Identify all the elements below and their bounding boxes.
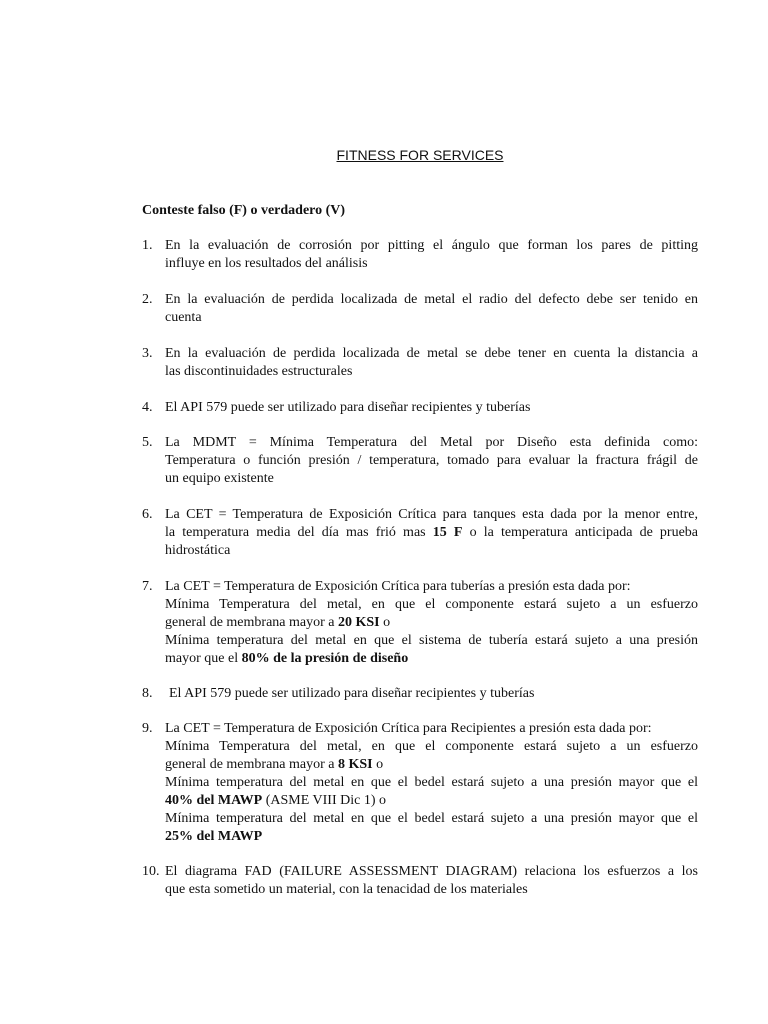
document-title: FITNESS FOR SERVICES (336, 147, 504, 163)
question-text: El API 579 puede ser utilizado para diseñar recipientes y tuberías (165, 400, 531, 415)
question-number: 10. (142, 864, 160, 879)
question-8 (142, 685, 698, 703)
question-7 (142, 578, 698, 668)
question-1 (142, 237, 698, 273)
question-text: En la evaluación de perdida localizada de metal el radio del defecto debe ser tenido en cuenta (165, 292, 698, 325)
question-number: 9. (142, 721, 153, 736)
question-text: El API 579 puede ser utilizado para diseñar recipientes y tuberías (169, 686, 535, 701)
instruction-text: Conteste falso (F) o verdadero (V) (142, 203, 346, 218)
question-text: En la evaluación de corrosión por pitting el ángulo que forman los pares de pitting influye en los resultados del análisis (165, 238, 698, 271)
question-text: La CET = Temperatura de Exposición Crítica para Recipientes a presión esta dada por: Mínima Temperatura del metal, en que el componente estará sujeto a un esfuerzo general de membrana mayor a 8 KSI o Mínima temperatura del metal en que el bedel estará sujeto a una presión mayor que el 40% del MAWP (ASME VIII Dic 1) o Mínima temperatura del metal en que el bedel estará sujeto a una presión mayor que el 25% del MAWP (165, 721, 698, 844)
question-4 (142, 399, 698, 417)
question-number: 2. (142, 292, 153, 307)
question-number: 7. (142, 579, 153, 594)
question-number: 5. (142, 435, 153, 450)
question-text: La MDMT = Mínima Temperatura del Metal por Diseño esta definida como: Temperatura o función presión / temperatura, tomado para evaluar la fractura frágil de un equipo existente (165, 435, 698, 486)
question-number: 8. (142, 686, 153, 701)
question-2 (142, 291, 698, 327)
question-text: La CET = Temperatura de Exposición Crítica para tanques esta dada por la menor entre, la temperatura media del día mas frió mas 15 F o la temperatura anticipada de prueba hidrostática (165, 507, 699, 558)
question-6 (142, 506, 698, 560)
question-9 (142, 720, 698, 846)
question-text: La CET = Temperatura de Exposición Crítica para tuberías a presión esta dada por: Mínima Temperatura del metal, en que el componente estará sujeto a un esfuerzo general de membrana mayor a 20 KSI o Mínima temperatura del metal en que el sistema de tubería estará sujeto a una presión mayor que el 80% de la presión de diseño (165, 579, 698, 666)
question-text: El diagrama FAD (FAILURE ASSESSMENT DIAGRAM) relaciona los esfuerzos a los que esta sometido un material, con la tenacidad de los materiales (165, 864, 698, 897)
question-number: 3. (142, 346, 153, 361)
question-number: 4. (142, 400, 153, 415)
question-5 (142, 434, 698, 488)
question-number: 6. (142, 507, 153, 522)
question-3 (142, 345, 698, 381)
question-10 (142, 863, 698, 899)
question-text: En la evaluación de perdida localizada de metal se debe tener en cuenta la distancia a las discontinuidades estructurales (165, 346, 698, 379)
question-number: 1. (142, 238, 153, 253)
